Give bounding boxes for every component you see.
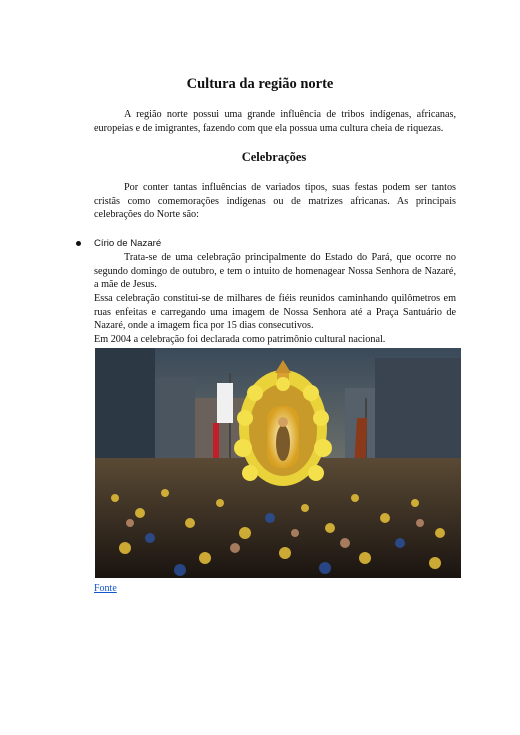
- bullet-item: [70, 237, 470, 251]
- body-paragraph-1: Trata-se de uma celebração principalmente do Estado do Pará, que ocorre no segundo domingo de outubro, e tem o intuito de homenagear Nossa Senhora de Nazaré, a mãe de Jesus.: [94, 252, 456, 290]
- bullet-label: Círio de Nazaré: [94, 238, 162, 249]
- body-paragraph-2: Essa celebração constitui-se de milhares de fiéis reunidos caminhando quilômetros em ruas enfeitas e carregando uma imagem de Nossa Senhora até a Praça Santuário de Nazaré, onde a imagem fica por 15 dias consecutivos.: [94, 293, 456, 331]
- intro-paragraph: A região norte possui uma grande influência de tribos indígenas, africanas, europeias e de imigrantes, fazendo com que ela possua uma cultura cheia de riquezas.: [94, 109, 456, 134]
- bullet-icon: [76, 241, 81, 246]
- section-intro-paragraph: Por conter tantas influências de variados tipos, suas festas podem ser tantos cristãs como comemorações indígenas ou de matrizes africanas. As principais celebrações do Norte são:: [94, 182, 456, 220]
- procession-photo: [95, 348, 461, 578]
- page-title: Cultura da região norte: [186, 76, 334, 92]
- body-paragraph-3: Em 2004 a celebração foi declarada como patrimônio cultural nacional.: [94, 334, 386, 345]
- section-title: Celebrações: [241, 150, 307, 164]
- source-link[interactable]: Fonte: [94, 583, 117, 594]
